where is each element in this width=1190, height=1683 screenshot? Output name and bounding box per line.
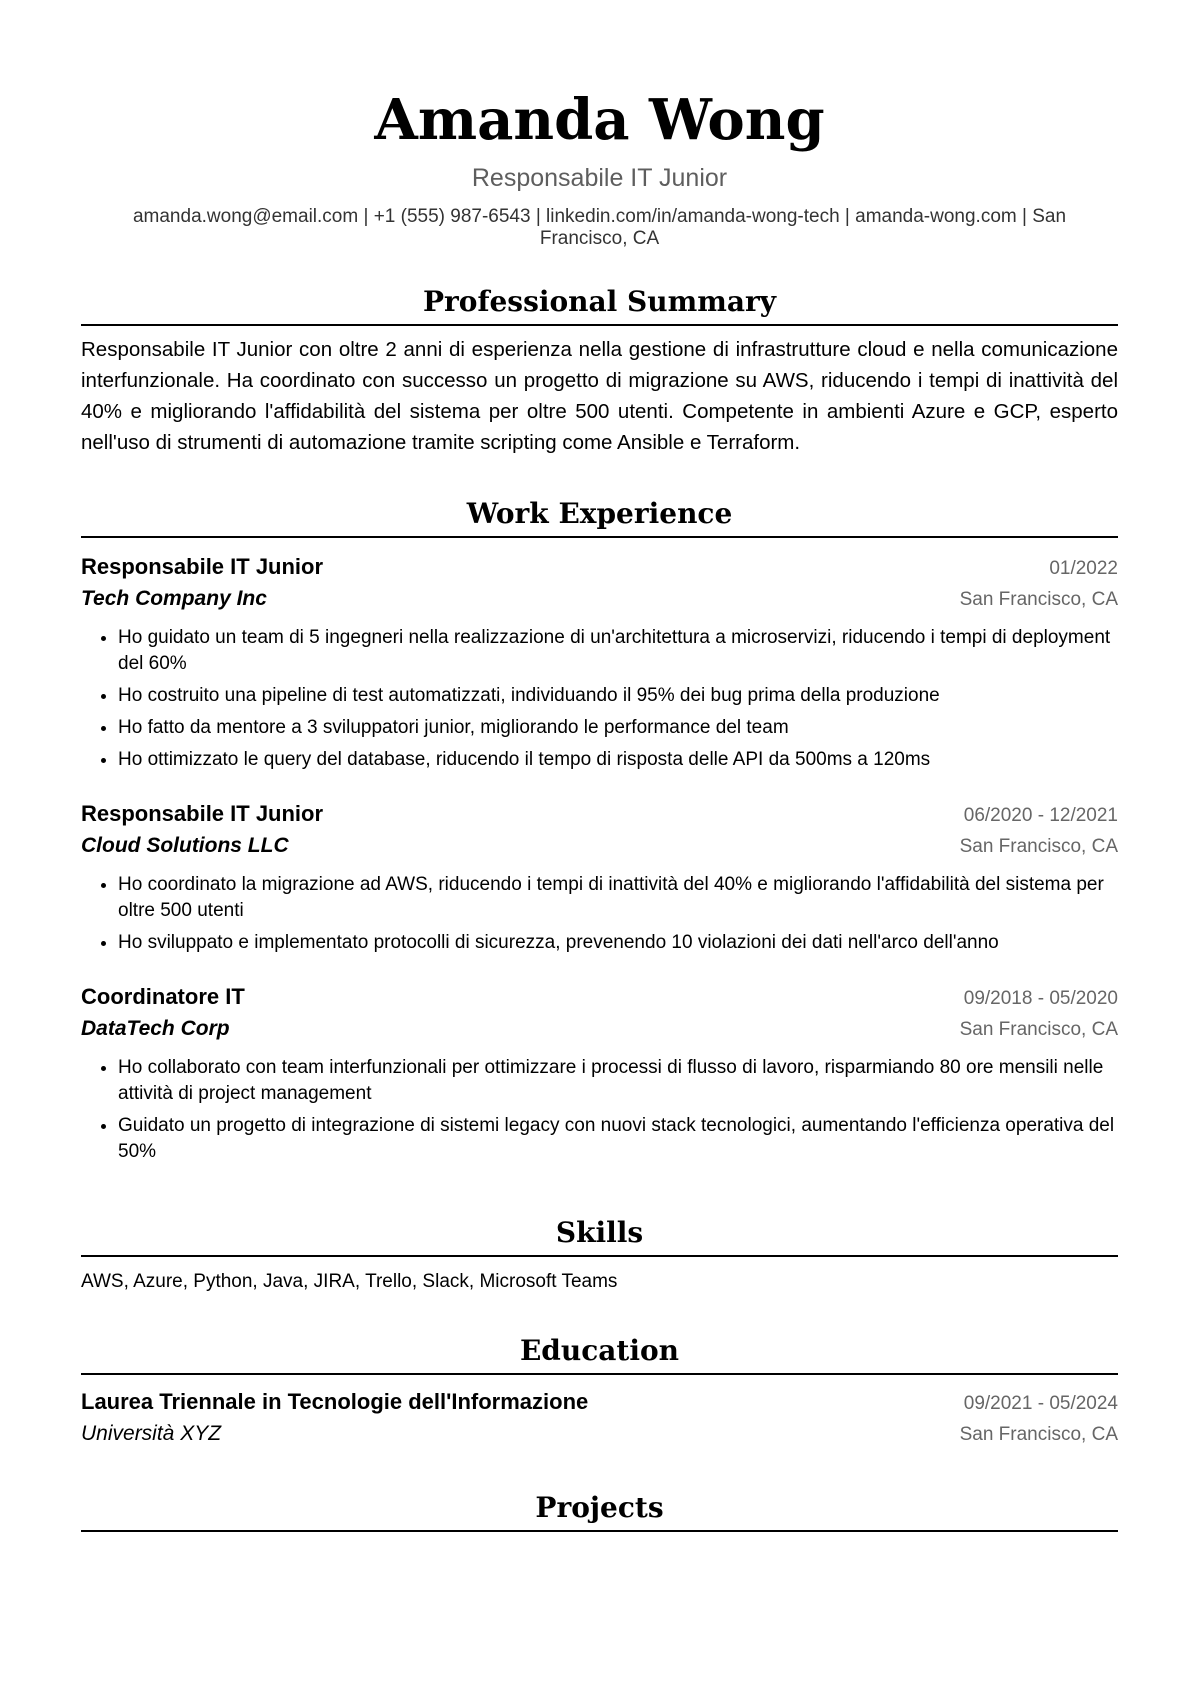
bullet-item: • Ho costruito una pipeline di test automatizzati, individuando il 95% dei bug prima della produzione xyxy=(118,683,1118,709)
job-location: San Francisco, CA xyxy=(959,589,1118,610)
bullet-item: • Guidato un progetto di integrazione di sistemi legacy con nuovi stack tecnologici, aumentando l'efficienza operativa del 50% xyxy=(118,1113,1118,1165)
bullet-item: • Ho ottimizzato le query del database, riducendo il tempo di risposta delle API da 500ms a 120ms xyxy=(118,747,1118,773)
resume-page xyxy=(81,0,1118,1532)
skills-section xyxy=(81,1215,1118,1295)
education-entry xyxy=(81,1387,1118,1450)
job-location: San Francisco, CA xyxy=(959,836,1118,857)
education-heading: Education xyxy=(81,1333,1118,1375)
job-date: 06/2020 - 12/2021 xyxy=(963,805,1118,826)
job-title: Responsabile IT Junior xyxy=(81,801,324,826)
job-title: Coordinatore IT xyxy=(81,984,245,1009)
job-bullets xyxy=(81,1055,1118,1165)
bullet-item: • Ho collaborato con team interfunzionali per ottimizzare i processi di flusso di lavoro, risparmiando 80 ore mensili nelle attività di project management xyxy=(118,1055,1118,1107)
job-date: 09/2018 - 05/2020 xyxy=(963,988,1118,1009)
company-name: Tech Company Inc xyxy=(81,587,267,610)
experience-heading: Work Experience xyxy=(81,496,1118,538)
school-name: Università XYZ xyxy=(81,1422,222,1445)
bullet-item: • Ho guidato un team di 5 ingegneri nella realizzazione di un'architettura a microservizi, riducendo i tempi di deployment del 60% xyxy=(118,625,1118,677)
job-entry xyxy=(81,799,1118,956)
candidate-title: Responsabile IT Junior xyxy=(471,164,728,192)
candidate-name: Amanda Wong xyxy=(374,87,825,153)
company-name: DataTech Corp xyxy=(81,1017,230,1040)
job-title: Responsabile IT Junior xyxy=(81,554,324,579)
job-entry xyxy=(81,552,1118,773)
job-entry xyxy=(81,982,1118,1165)
summary-section xyxy=(81,284,1118,458)
bullet-item: • Ho sviluppato e implementato protocolli di sicurezza, prevenendo 10 violazioni dei dati nell'arco dell'anno xyxy=(118,930,1118,956)
company-name: Cloud Solutions LLC xyxy=(81,834,289,857)
experience-section xyxy=(81,496,1118,1165)
job-bullets xyxy=(81,625,1118,773)
summary-text: Responsabile IT Junior con oltre 2 anni di esperienza nella gestione di infrastrutture cloud e nella comunicazione interfunzionale. Ha coordinato con successo un progetto di migrazione su AWS, riducendo i tempi di inattività del 40% e migliorando l'affidabilità del sistema per oltre 500 utenti. Competente in ambienti Azure e GCP, esperto nell'uso di strumenti di automazione tramite scripting come Ansible e Terraform. xyxy=(81,338,1118,454)
education-location: San Francisco, CA xyxy=(959,1424,1118,1445)
projects-section xyxy=(81,1490,1118,1532)
degree-name: Laurea Triennale in Tecnologie dell'Informazione xyxy=(81,1389,589,1414)
contact-line: amanda.wong@email.com | +1 (555) 987-6543 | linkedin.com/in/amanda-wong-tech | amanda-wong.com | San Francisco, CA xyxy=(132,206,1067,249)
job-location: San Francisco, CA xyxy=(959,1019,1118,1040)
bullet-item: • Ho fatto da mentore a 3 sviluppatori junior, migliorando le performance del team xyxy=(118,715,1118,741)
education-date: 09/2021 - 05/2024 xyxy=(963,1393,1118,1414)
summary-heading: Professional Summary xyxy=(81,284,1118,326)
job-bullets xyxy=(81,872,1118,956)
bullet-item: • Ho coordinato la migrazione ad AWS, riducendo i tempi di inattività del 40% e migliorando l'affidabilità del sistema per oltre 500 utenti xyxy=(118,872,1118,924)
job-date: 01/2022 xyxy=(1049,558,1118,579)
skills-list: AWS, Azure, Python, Java, JIRA, Trello, Slack, Microsoft Teams xyxy=(81,1271,618,1292)
projects-heading: Projects xyxy=(81,1490,1118,1532)
skills-heading: Skills xyxy=(81,1215,1118,1257)
education-section xyxy=(81,1333,1118,1450)
